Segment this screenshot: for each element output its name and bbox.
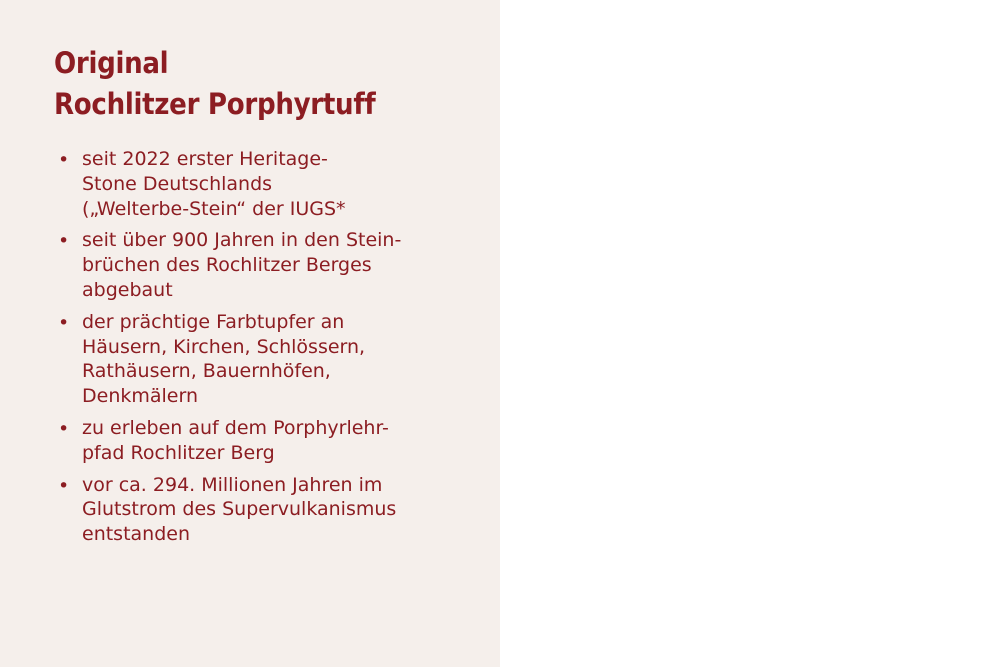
list-item-line: Stone Deutschlands bbox=[82, 172, 273, 195]
bullet-icon: • bbox=[58, 417, 70, 440]
left-heading-line1: Original bbox=[54, 46, 169, 80]
list-item-line: zu erleben auf dem Porphyrlehr- bbox=[82, 416, 389, 439]
right-panel bbox=[500, 0, 1000, 667]
list-item bbox=[58, 473, 478, 547]
list-item-line: der prächtige Farbtupfer an bbox=[82, 310, 345, 333]
list-item-line: abgebaut bbox=[82, 278, 173, 301]
list-item-line: („Welterbe-Stein“ der IUGS* bbox=[82, 197, 346, 220]
list-item-line: vor ca. 294. Millionen Jahren im bbox=[82, 473, 383, 496]
list-item-line: seit 2022 erster Heritage- bbox=[82, 148, 328, 170]
left-heading-line2: Rochlitzer Porphyrtuff bbox=[54, 87, 376, 121]
list-item-line: Denkmälern bbox=[82, 385, 199, 408]
list-item-line: Häusern, Kirchen, Schlössern, bbox=[82, 335, 366, 358]
list-item-line: brüchen des Rochlitzer Berges bbox=[82, 254, 372, 277]
list-item-line: Glutstrom des Supervulkanismus bbox=[82, 498, 397, 521]
list-item-line: entstanden bbox=[82, 523, 191, 546]
list-item bbox=[58, 228, 478, 302]
bullet-icon: • bbox=[58, 311, 70, 334]
fact-list bbox=[58, 147, 478, 554]
list-item bbox=[58, 416, 478, 466]
list-item-line: seit über 900 Jahren in den Stein- bbox=[82, 229, 402, 252]
bullet-icon: • bbox=[58, 474, 70, 497]
bullet-icon: • bbox=[58, 230, 70, 253]
list-item bbox=[58, 147, 478, 221]
list-item-line: Rathäusern, Bauernhöfen, bbox=[82, 360, 331, 383]
list-item-line: pfad Rochlitzer Berg bbox=[82, 441, 275, 464]
bullet-icon: • bbox=[58, 149, 70, 171]
list-item bbox=[58, 310, 478, 409]
left-heading bbox=[54, 43, 375, 125]
